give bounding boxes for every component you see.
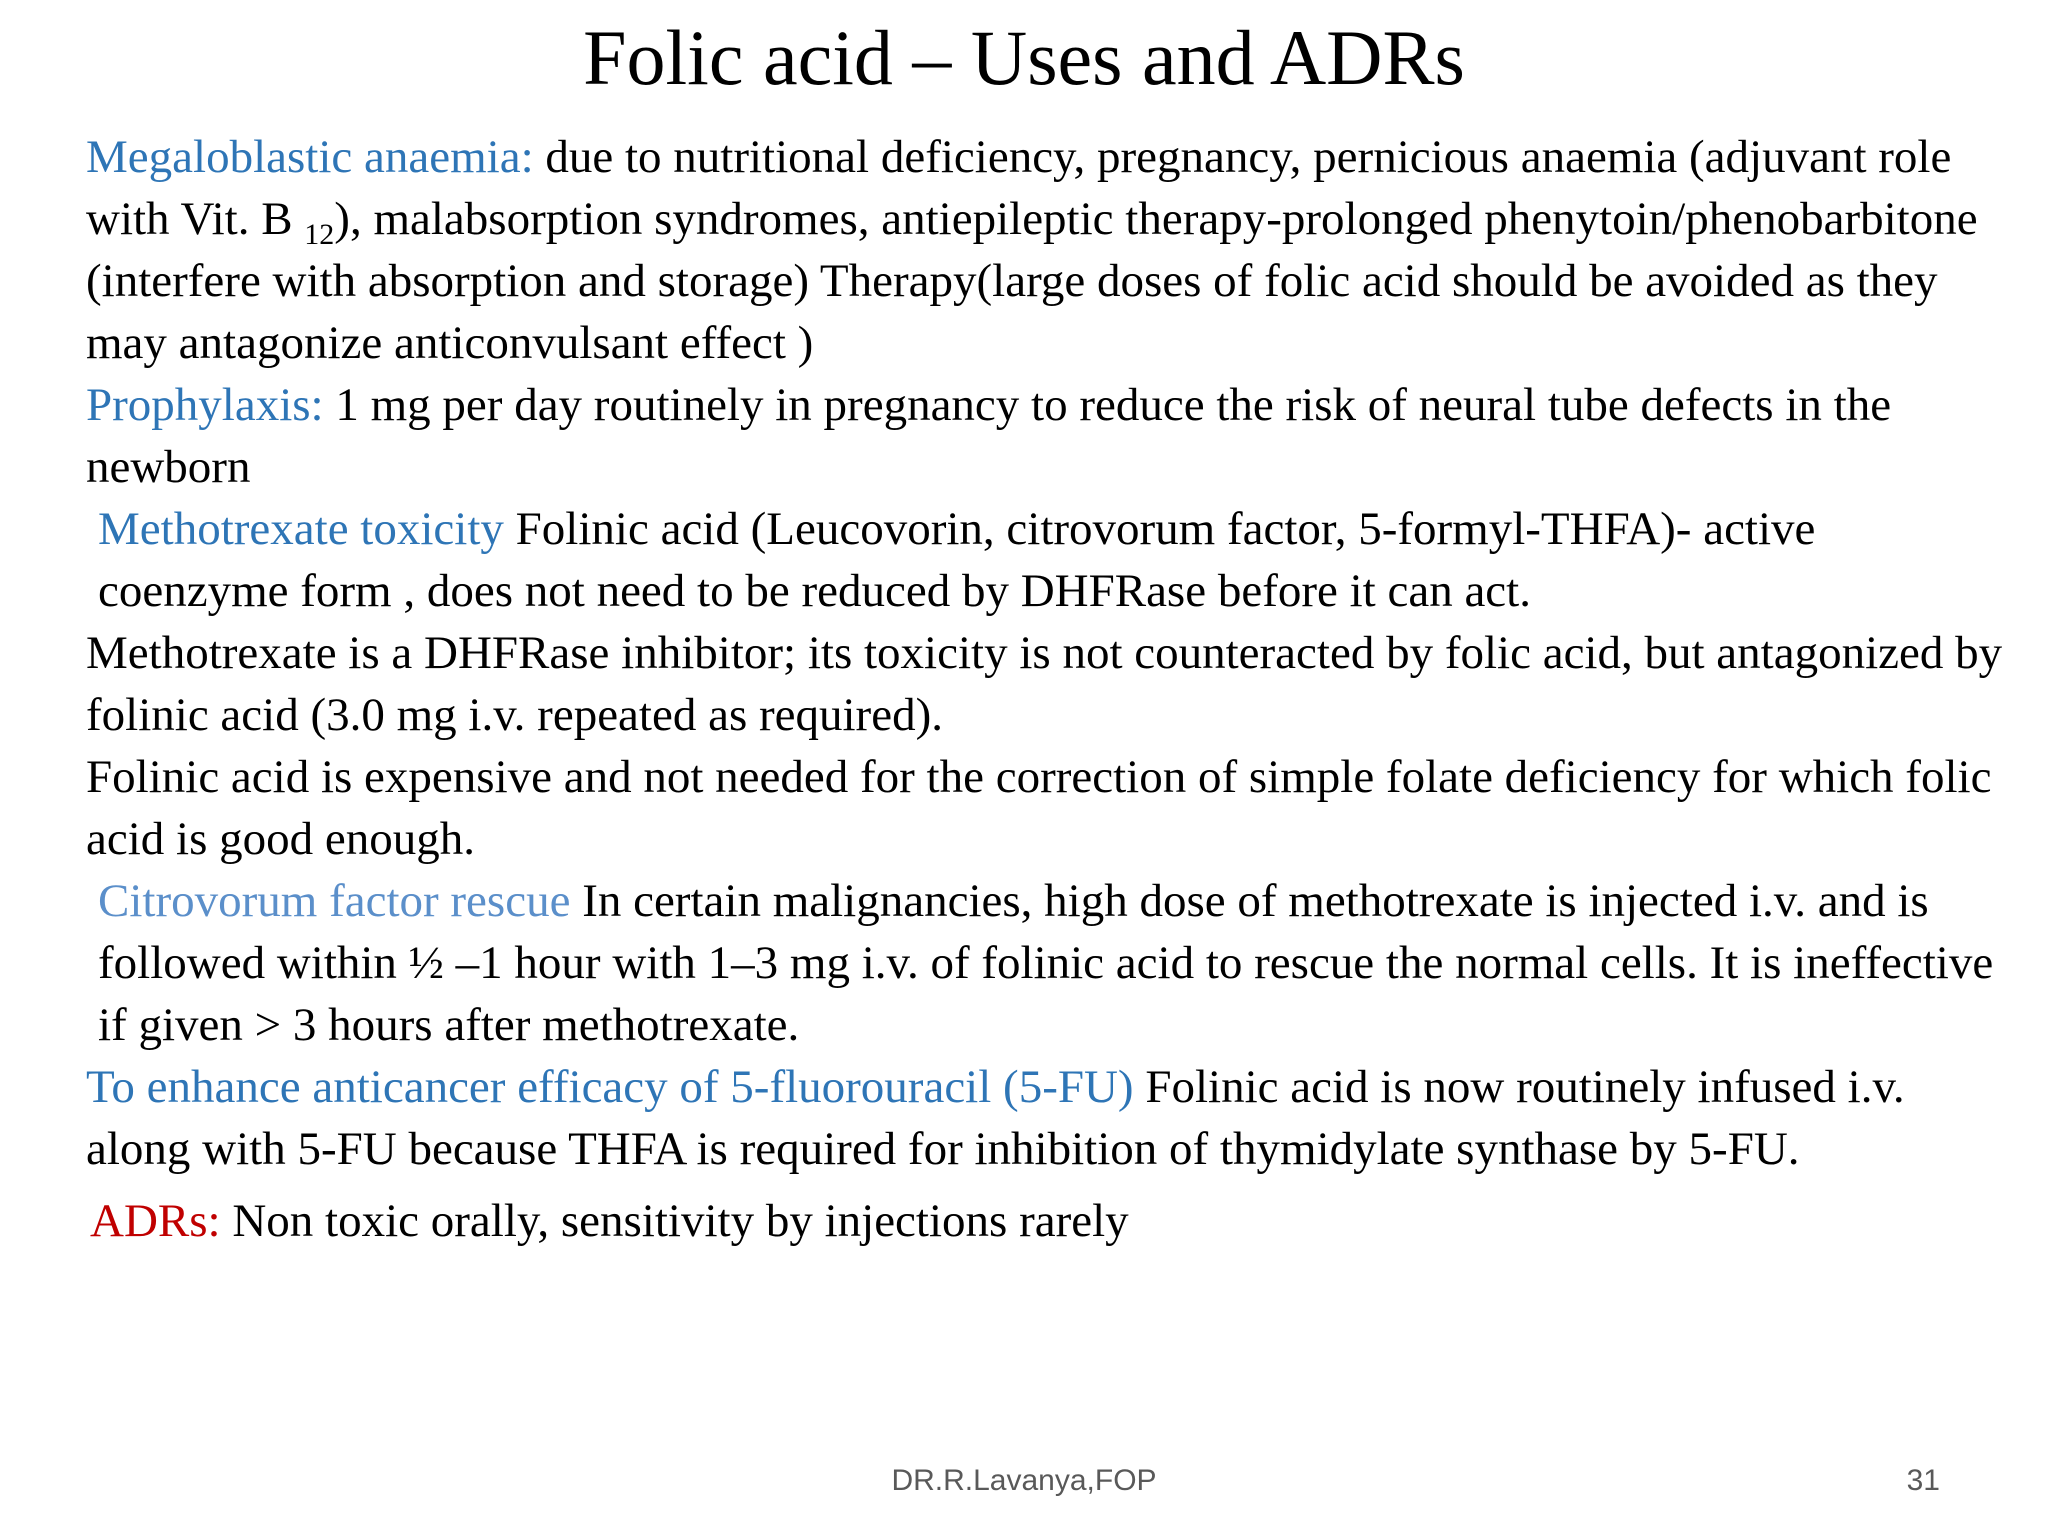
methotrexate-heading: Methotrexate toxicity	[98, 503, 504, 555]
slide-title: Folic acid – Uses and ADRs	[583, 14, 1465, 101]
megaloblastic-paragraph	[86, 126, 2016, 374]
prophylaxis-paragraph	[86, 374, 2016, 498]
megaloblastic-text-b: ), malabsorption syndromes, antiepileptic therapy-prolonged phenytoin/phenobarbitone (interfere with absorption and storage) Therapy(large doses of folic acid should be avoided as they may antagonize anticonvulsant effect )	[86, 193, 1978, 369]
adrs-text: Non toxic orally, sensitivity by injections rarely	[220, 1195, 1129, 1247]
citrovorum-text: In certain malignancies, high dose of methotrexate is injected i.v. and is followed within ½ –1 hour with 1–3 mg i.v. of folinic acid to rescue the normal cells. It is ineffective if given > 3 hours after methotrexate.	[98, 875, 1994, 1051]
prophylaxis-heading: Prophylaxis:	[86, 379, 324, 431]
page-number: 31	[1906, 1464, 1940, 1497]
megaloblastic-heading: Megaloblastic anaemia:	[86, 131, 534, 183]
fluorouracil-paragraph	[86, 1056, 2016, 1180]
fluorouracil-heading: To enhance anticancer efficacy of 5-fluorouracil (5-FU)	[86, 1061, 1134, 1113]
adrs-paragraph	[86, 1190, 2016, 1252]
slide-footer: DR.R.Lavanya,FOP	[891, 1464, 1157, 1497]
slide-body	[86, 126, 2016, 1252]
methotrexate-paragraph	[86, 498, 2016, 622]
prophylaxis-text: 1 mg per day routinely in pregnancy to reduce the risk of neural tube defects in the newborn	[86, 379, 1892, 493]
megaloblastic-text-a: due to nutritional deficiency, pregnancy, pernicious anaemia (adjuvant role with Vit. B	[86, 131, 1952, 245]
fluorouracil-text: Folinic acid is now routinely infused i.v. along with 5-FU because THFA is required for inhibition of thymidylate synthase by 5-FU.	[86, 1061, 1905, 1175]
folinic-expense-paragraph: Folinic acid is expensive and not needed for the correction of simple folate deficiency for which folic acid is good enough.	[86, 751, 1992, 865]
citrovorum-heading: Citrovorum factor rescue	[98, 875, 571, 927]
citrovorum-paragraph	[86, 870, 2016, 1056]
adrs-heading: ADRs:	[90, 1195, 221, 1247]
methotrexate-text: Folinic acid (Leucovorin, citrovorum factor, 5-formyl-THFA)- active coenzyme form , does not need to be reduced by DHFRase before it can act.	[98, 503, 1816, 617]
vitamin-b12-subscript: 12	[304, 218, 335, 251]
methotrexate-inhibitor-paragraph: Methotrexate is a DHFRase inhibitor; its toxicity is not counteracted by folic acid, but antagonized by folinic acid (3.0 mg i.v. repeated as required).	[86, 627, 2003, 741]
